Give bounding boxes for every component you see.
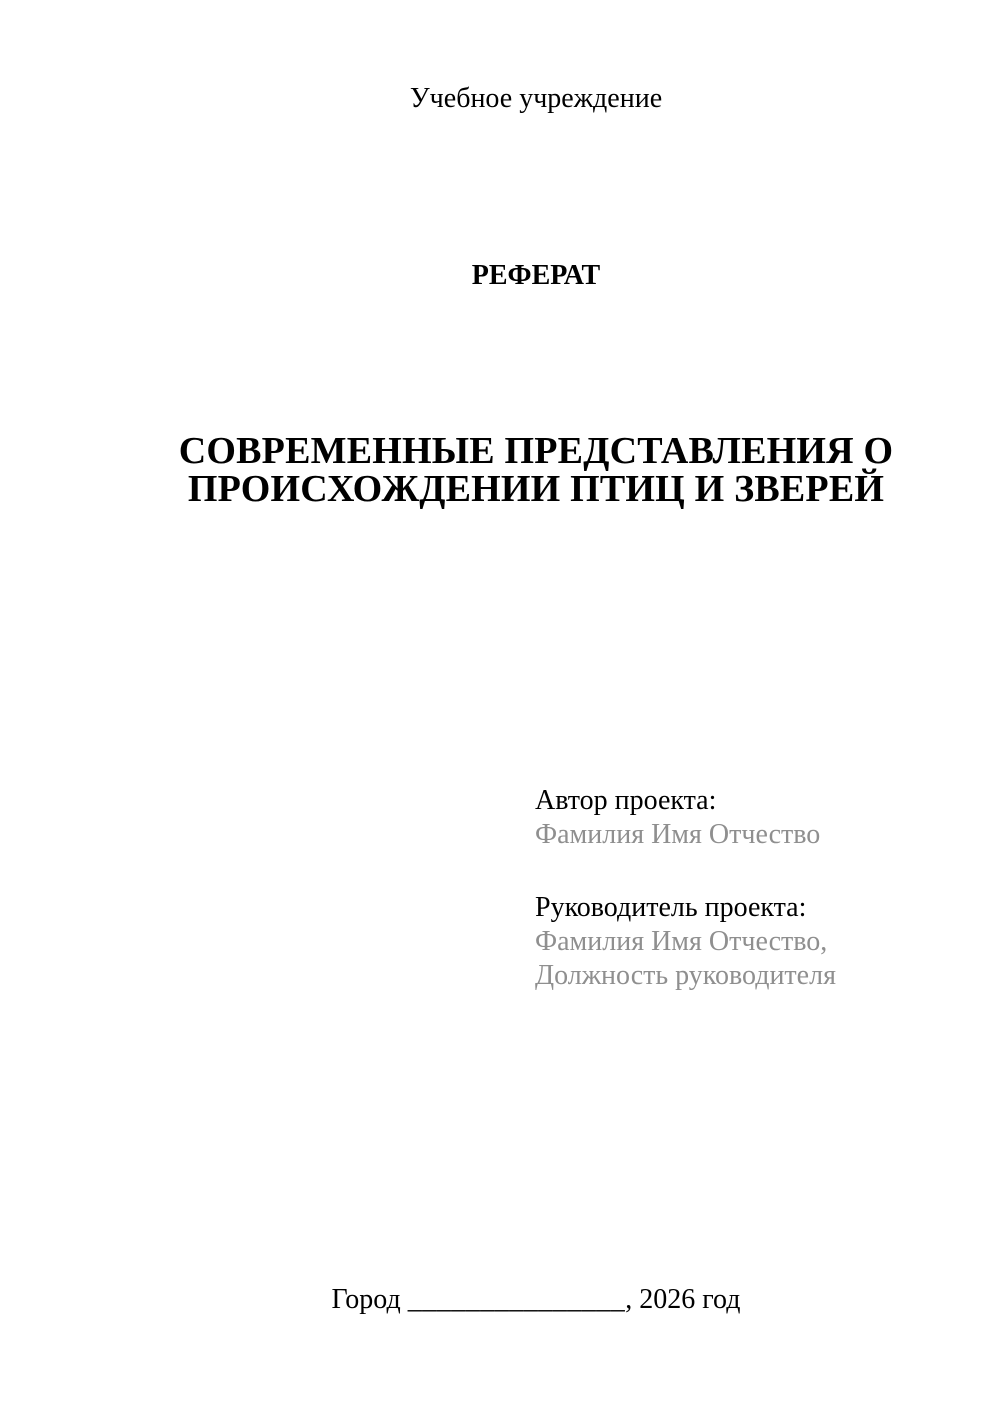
supervisor-label: Руководитель проекта: (535, 892, 807, 923)
document-title-line-1: СОВРЕМЕННЫЕ ПРЕДСТАВЛЕНИЯ О (178, 430, 894, 472)
document-title (143, 432, 929, 508)
report-type-heading: РЕФЕРАТ (471, 260, 601, 291)
author-label: Автор проекта: (535, 785, 717, 816)
author-block (535, 784, 820, 852)
author-name-placeholder: Фамилия Имя Отчество (535, 819, 821, 850)
city-year-line (143, 1286, 929, 1314)
city-label: Город (331, 1284, 408, 1315)
document-title-line-2: ПРОИСХОЖДЕНИИ ПТИЦ И ЗВЕРЕЙ (187, 468, 885, 510)
city-blank-field: _______________ (407, 1284, 626, 1315)
supervisor-position-placeholder: Должность руководителя (535, 960, 836, 991)
year-text: , 2026 год (625, 1284, 741, 1315)
institution-name: Учебное учреждение (409, 83, 663, 114)
supervisor-name-placeholder: Фамилия Имя Отчество, (535, 926, 828, 957)
supervisor-block (535, 891, 836, 993)
